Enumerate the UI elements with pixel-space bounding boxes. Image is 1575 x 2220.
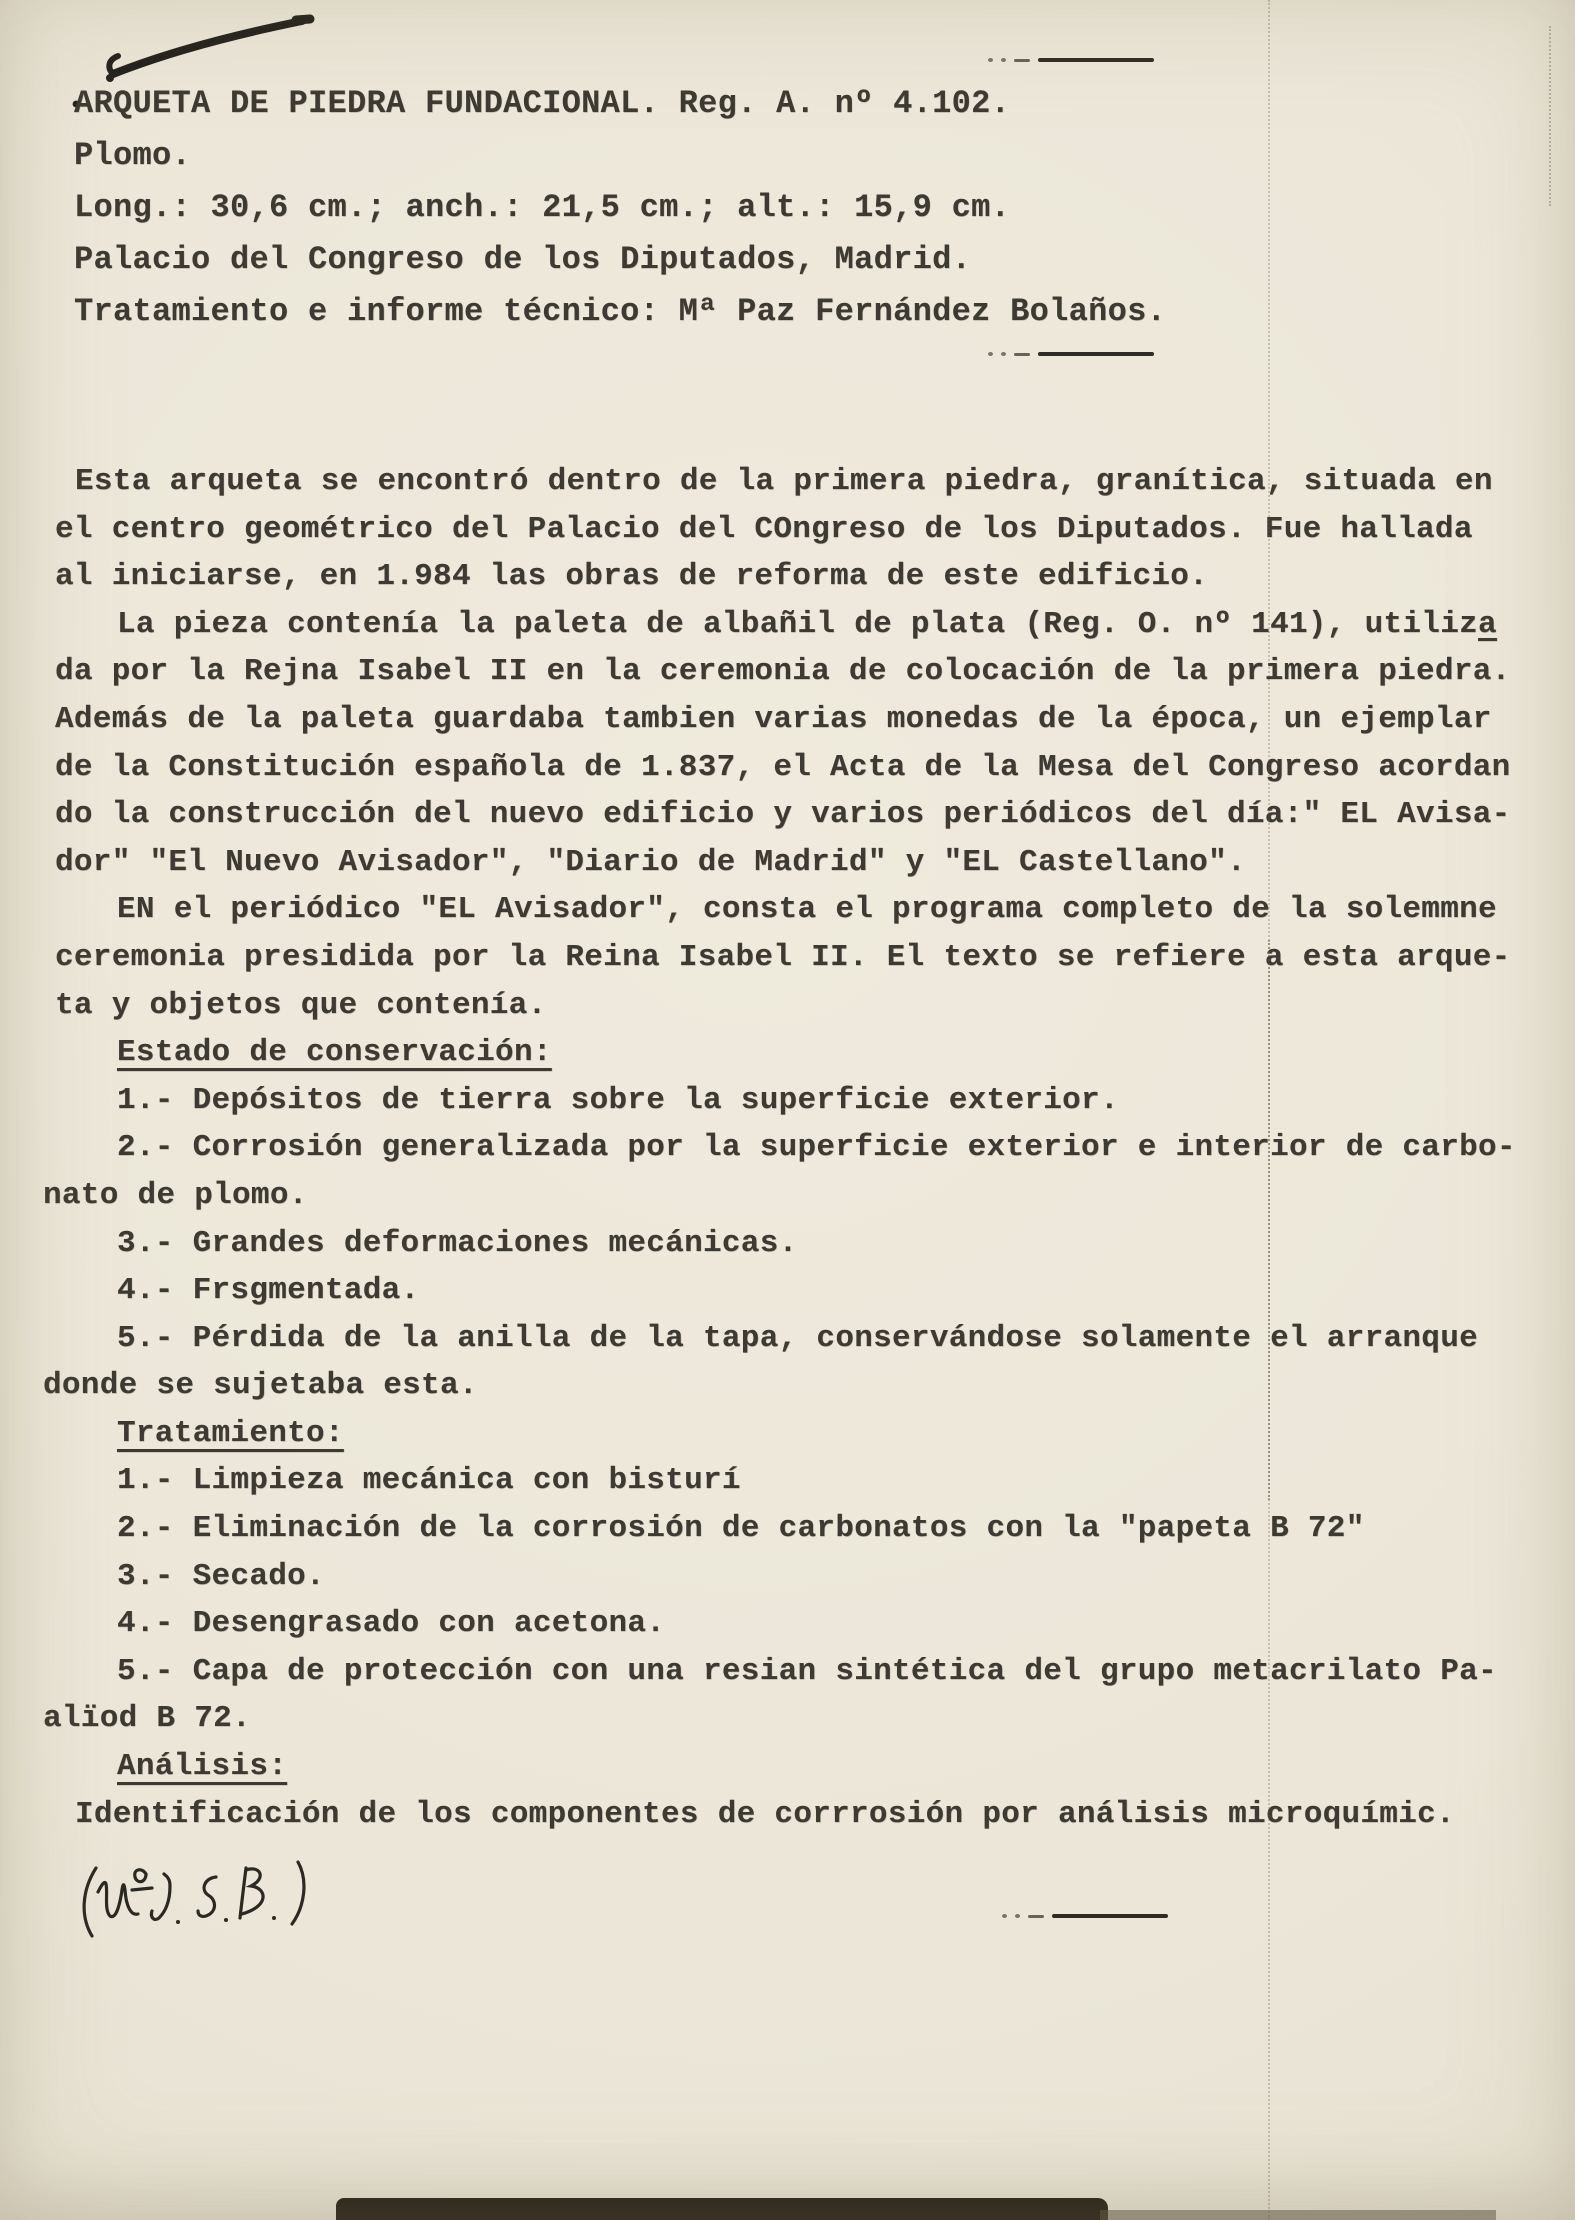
- fold-crease: [1549, 26, 1551, 206]
- list-item: 5.- Capa de protección con una resian sintética del grupo metacrilato Pa-: [117, 1653, 1497, 1689]
- paragraph-line: al iniciarse, en 1.984 las obras de reforma de este edificio.: [55, 559, 1209, 595]
- paragraph-line: ceremonia presidida por la Reina Isabel II. El texto se refiere a esta arque-: [55, 939, 1511, 975]
- paragraph-line: Esta arqueta se encontró dentro de la primera piedra, granítica, situada en: [75, 464, 1493, 499]
- list-item-continuation: nato de plomo.: [43, 1177, 308, 1213]
- paragraph-line: EN el periódico "EL Avisador", consta el programa completo de la solemmne: [117, 892, 1497, 928]
- list-item: 1.- Depósitos de tierra sobre la superficie exterior.: [117, 1082, 1119, 1118]
- handwritten-note-text: [0, 0, 1, 1]
- list-item-continuation: donde se sujetaba esta.: [43, 1368, 478, 1404]
- list-item: 1.- Limpieza mecánica con bisturí: [117, 1463, 741, 1499]
- paragraph-line: de la Constitución española de 1.837, el Acta de la Mesa del Congreso acordan: [55, 749, 1511, 785]
- dash-separator-mark: [988, 58, 1154, 62]
- dash-separator-mark: [1002, 1914, 1168, 1918]
- list-item-continuation: alïod B 72.: [43, 1701, 251, 1737]
- list-item: 4.- Frsgmentada.: [117, 1273, 420, 1309]
- paragraph-line: La pieza contenía la paleta de albañil de plata (Reg. O. nº 141), utiliza: [117, 606, 1497, 642]
- list-item: 4.- Desengrasado con acetona.: [117, 1606, 666, 1642]
- paragraph-line: el centro geométrico del Palacio del COngreso de los Diputados. Fue hallada: [55, 511, 1473, 547]
- material-line: Plomo.: [74, 137, 192, 174]
- scan-edge-artifact: [1100, 2210, 1496, 2220]
- list-item: 3.- Grandes deformaciones mecánicas.: [117, 1225, 798, 1261]
- section-heading-treatment: Tratamiento:: [117, 1415, 344, 1451]
- document-body: [43, 458, 1555, 1838]
- paragraph-line: dor" "El Nuevo Avisador", "Diario de Madrid" y "EL Castellano".: [55, 844, 1246, 880]
- dash-separator-mark: [988, 352, 1154, 356]
- location-line: Palacio del Congreso de los Diputados, Madrid.: [74, 241, 972, 278]
- handwritten-signature: [58, 1852, 358, 1962]
- paragraph-line: Identificación de los componentes de corrrosión por análisis microquímic.: [75, 1796, 1455, 1832]
- section-heading-conservation: Estado de conservación:: [117, 1035, 552, 1071]
- credit-line: Tratamiento e informe técnico: Mª Paz Fernández Bolaños.: [74, 293, 1167, 330]
- paragraph-line: Además de la paleta guardaba tambien varias monedas de la época, un ejemplar: [55, 701, 1492, 737]
- paragraph-line: ta y objetos que contenía.: [55, 987, 547, 1023]
- document-header: [74, 78, 1166, 338]
- list-item: 5.- Pérdida de la anilla de la tapa, conservándose solamente el arranque: [117, 1320, 1479, 1356]
- list-item: 3.- Secado.: [117, 1558, 325, 1594]
- paragraph-line: do la construcción del nuevo edificio y varios periódicos del día:" EL Avisa-: [55, 797, 1511, 833]
- hyphenation-underline: a: [1478, 606, 1497, 642]
- section-heading-analysis: Análisis:: [117, 1749, 288, 1785]
- paragraph-line: da por la Rejna Isabel II en la ceremonia de colocación de la primera piedra.: [55, 654, 1511, 690]
- list-item: 2.- Eliminación de la corrosión de carbonatos con la "papeta B 72": [117, 1511, 1365, 1547]
- dimensions-line: Long.: 30,6 cm.; anch.: 21,5 cm.; alt.: 15,9 cm.: [74, 189, 1011, 226]
- list-item: 2.- Corrosión generalizada por la superficie exterior e interior de carbo-: [117, 1130, 1516, 1166]
- scan-edge-artifact: [336, 2198, 1108, 2220]
- title-line: ARQUETA DE PIEDRA FUNDACIONAL. Reg. A. nº 4.102.: [74, 85, 1011, 122]
- fold-crease: [1268, 940, 1270, 1500]
